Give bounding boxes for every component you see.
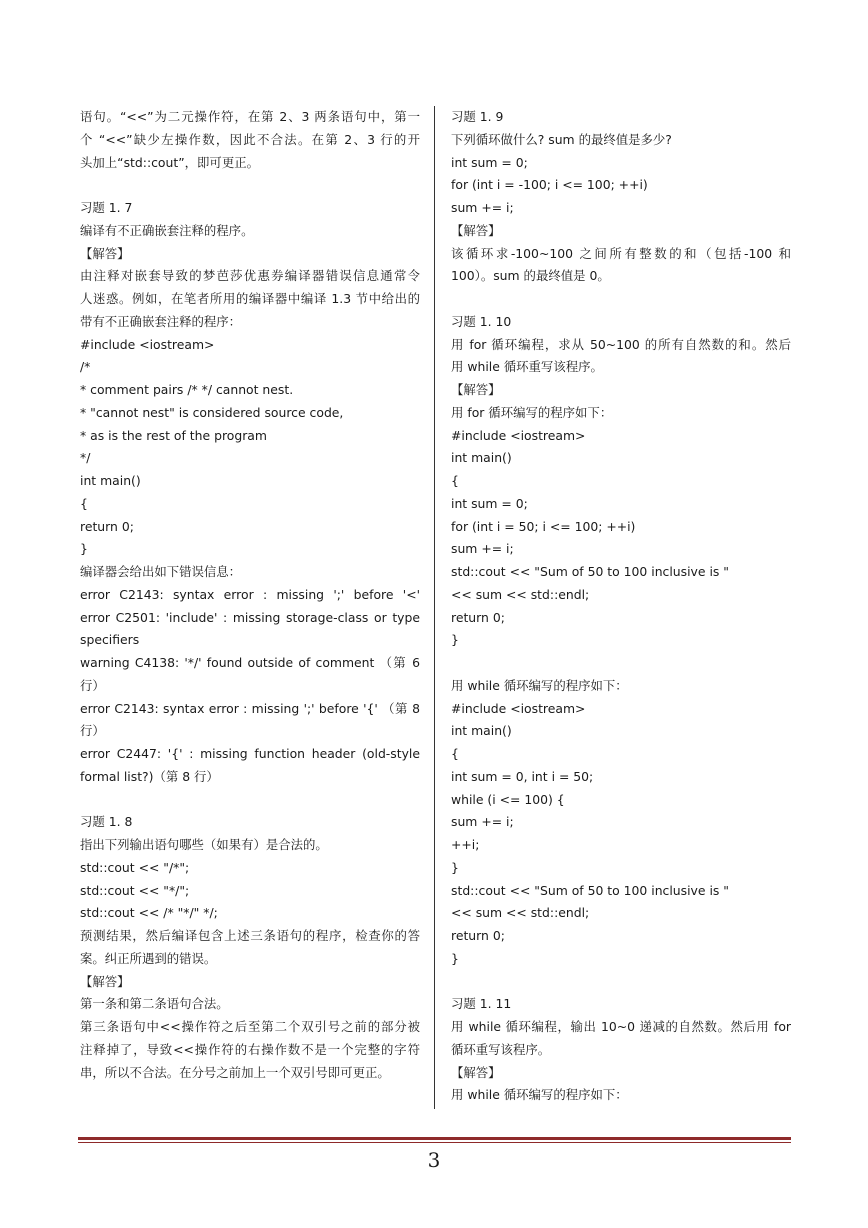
text-line: sum += i;: [451, 541, 514, 557]
text-line: 预测结果，然后编译包含上述三条语句的程序，检查你的答: [80, 928, 420, 943]
text-line: /*: [80, 359, 91, 375]
text-line: }: [451, 859, 459, 875]
text-line: [451, 652, 791, 675]
text-line: error C2501: 'include' : missing storage-class or type: [80, 609, 420, 625]
text-line: error C2143: syntax error : missing ';' before '<': [80, 586, 420, 602]
text-line: 习题 1. 9: [451, 109, 504, 124]
text-line: int sum = 0;: [451, 154, 528, 170]
text-line: 【解答】: [80, 973, 130, 989]
text-line: for (int i = 50; i <= 100; ++i): [451, 518, 636, 534]
text-line: formal list?)（第 8 行）: [80, 768, 219, 784]
text-line: 习题 1. 10: [451, 313, 512, 329]
text-line: std::cout << "/*";: [80, 859, 190, 875]
text-line: 由注释对嵌套导致的梦芭莎优惠券编译器错误信息通常令: [80, 268, 420, 284]
text-line: int sum = 0, int i = 50;: [451, 768, 594, 784]
text-line: sum += i;: [451, 814, 514, 830]
text-line: * comment pairs /* */ cannot nest.: [80, 382, 294, 397]
text-line: 下列循环做什么? sum 的最终值是多少?: [451, 131, 672, 147]
text-line: return 0;: [80, 518, 134, 534]
text-line: [451, 971, 791, 994]
text-line: warning C4138: '*/' found outside of comment （第 6: [80, 655, 420, 670]
text-line: */: [80, 450, 91, 466]
text-line: }: [451, 950, 459, 966]
text-line: int main(): [451, 723, 512, 739]
text-line: sum += i;: [451, 200, 514, 215]
text-line: 用 for 循环编写的程序如下：: [451, 404, 613, 420]
text-line: int sum = 0;: [451, 495, 528, 511]
text-line: 习题 1. 7: [80, 200, 133, 215]
text-line: * "cannot nest" is considered source code,: [80, 404, 344, 420]
text-line: #include <iostream>: [80, 336, 215, 352]
text-line: 【解答】: [451, 1064, 501, 1080]
text-line: 编译器会给出如下错误信息：: [80, 564, 242, 579]
text-line: 习题 1. 11: [451, 996, 512, 1012]
footer-rule: [78, 1137, 791, 1140]
text-line: [80, 789, 420, 812]
text-line: 用 for 循环编程，求从 50~100 的所有自然数的和。然后: [451, 336, 791, 352]
text-line: std::cout << "*/";: [80, 882, 190, 898]
text-line: 指出下列输出语句哪些（如果有）是合法的。: [80, 837, 328, 852]
text-line: 用 while 循环编写的程序如下：: [451, 1087, 628, 1103]
text-line: #include <iostream>: [451, 427, 586, 443]
left-column: [80, 106, 420, 1084]
text-line: [451, 288, 791, 311]
text-line: << sum << std::endl;: [451, 905, 590, 921]
text-line: 行）: [80, 677, 105, 693]
footer-rule-thin: [78, 1142, 791, 1143]
text-line: 【解答】: [451, 382, 501, 397]
text-line: 用 while 循环重写该程序。: [451, 359, 603, 375]
text-line: 人迷惑。例如，在笔者所用的编译器中编译 1.3 节中给出的: [80, 291, 420, 306]
text-line: {: [451, 473, 459, 488]
text-line: int main(): [80, 473, 141, 488]
text-line: for (int i = -100; i <= 100; ++i): [451, 177, 648, 193]
text-line: 用 while 循环编程，输出 10~0 递减的自然数。然后用 for: [451, 1019, 791, 1034]
text-line: 个 “<<”缺少左操作数，因此不合法。在第 2、3 行的开: [80, 131, 420, 147]
text-line: std::cout << "Sum of 50 to 100 inclusive is ": [451, 882, 729, 898]
text-line: 用 while 循环编写的程序如下：: [451, 677, 628, 693]
text-line: << sum << std::endl;: [451, 586, 590, 602]
text-line: [80, 174, 420, 197]
text-line: 循环重写该程序。: [451, 1041, 551, 1057]
text-line: 行）: [80, 723, 105, 739]
text-line: }: [451, 632, 459, 648]
text-line: 头加上“std::cout”，即可更正。: [80, 154, 259, 170]
text-line: 第一条和第二条语句合法。: [80, 996, 229, 1012]
text-line: return 0;: [451, 609, 505, 625]
text-line: 【解答】: [451, 222, 501, 238]
column-divider: [434, 106, 435, 1109]
page-number: 3: [427, 1148, 441, 1172]
text-line: std::cout << "Sum of 50 to 100 inclusive is ": [451, 564, 729, 579]
text-line: error C2447: '{' : missing function header (old-style: [80, 746, 420, 761]
text-line: }: [80, 541, 88, 557]
text-line: return 0;: [451, 928, 505, 943]
text-line: int main(): [451, 450, 512, 466]
text-line: 带有不正确嵌套注释的程序：: [80, 313, 242, 329]
text-line: 语句。“<<”为二元操作符，在第 2、3 两条语句中，第一: [80, 109, 420, 124]
text-line: 案。纠正所遇到的错误。: [80, 950, 217, 966]
text-line: error C2143: syntax error : missing ';' before '{' （第 8: [80, 700, 420, 716]
text-line: 串，所以不合法。在分号之前加上一个双引号即可更正。: [80, 1064, 390, 1080]
text-line: {: [80, 495, 88, 511]
text-line: 编译有不正确嵌套注释的程序。: [80, 222, 254, 238]
text-line: {: [451, 746, 459, 761]
text-line: * as is the rest of the program: [80, 427, 267, 443]
text-line: 100）。sum 的最终值是 0。: [451, 268, 610, 284]
text-line: 该循环求-100~100 之间所有整数的和（包括-100 和: [451, 245, 791, 261]
text-line: std::cout << /* "*/" */;: [80, 905, 218, 921]
text-line: #include <iostream>: [451, 700, 586, 716]
text-line: 注释掉了，导致<<操作符的右操作数不是一个完整的字符: [80, 1041, 420, 1057]
text-line: 习题 1. 8: [80, 814, 133, 830]
text-line: 【解答】: [80, 245, 130, 261]
text-line: 第三条语句中<<操作符之后至第二个双引号之前的部分被: [80, 1019, 420, 1034]
text-line: while (i <= 100) {: [451, 791, 565, 807]
text-line: ++i;: [451, 837, 480, 852]
text-line: specifiers: [80, 632, 140, 648]
right-column: [451, 106, 791, 1107]
